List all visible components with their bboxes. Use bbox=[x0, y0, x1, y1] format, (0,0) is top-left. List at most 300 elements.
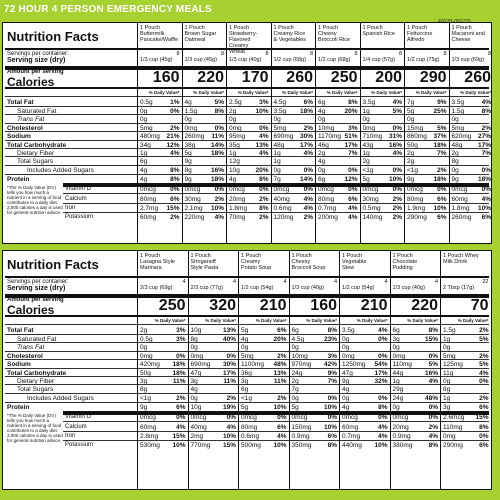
dv-header: % Daily Value* bbox=[460, 90, 491, 95]
amount-value: 0g bbox=[318, 167, 326, 174]
amount-value: 4g bbox=[342, 404, 350, 411]
amount-value: 0g bbox=[140, 116, 148, 123]
vit-label-iron: Iron bbox=[65, 205, 76, 211]
vitamin-percent: 15% bbox=[475, 414, 489, 421]
vitamin-amount: 70mg bbox=[229, 214, 246, 221]
label-column bbox=[3, 251, 137, 489]
percent-value: 2% bbox=[437, 167, 447, 174]
amount-value: 620mg bbox=[451, 133, 472, 140]
serving-size-value: 1/2 cup (75g) bbox=[407, 57, 440, 63]
percent-value: 0% bbox=[392, 125, 402, 132]
percent-value: 3% bbox=[259, 99, 269, 106]
percent-value: 4% bbox=[259, 150, 269, 157]
servings-label: Servings per container: bbox=[7, 279, 69, 285]
calories-value: 290 bbox=[419, 69, 447, 86]
percent-value: 48% bbox=[424, 395, 438, 402]
vitamin-amount: 0.9mg bbox=[291, 433, 310, 440]
vitamin-percent: 0% bbox=[176, 414, 186, 421]
vitamin-percent: 15% bbox=[166, 205, 180, 212]
percent-value: 48% bbox=[273, 361, 287, 368]
row-label-sugars: Total Sugars bbox=[17, 158, 54, 165]
servings-value: 4 bbox=[283, 279, 287, 285]
vitamin-amount: 0.9mg bbox=[392, 433, 411, 440]
vitamin-amount: 0mcg bbox=[362, 186, 379, 193]
vitamin-amount: 440mg bbox=[342, 442, 362, 449]
vitamin-amount: 0mcg bbox=[291, 414, 308, 421]
percent-value: 2% bbox=[277, 395, 287, 402]
servings-value: 8 bbox=[354, 51, 358, 57]
vitamin-percent: 6% bbox=[277, 424, 287, 431]
amount-value: 0mg bbox=[190, 353, 204, 360]
percent-value: 0% bbox=[170, 108, 180, 115]
vitamin-amount: 20mg bbox=[392, 424, 409, 431]
dv-header: % Daily Value* bbox=[282, 90, 313, 95]
amount-value: 4g bbox=[229, 176, 237, 183]
vitamin-amount: 0mcg bbox=[229, 186, 245, 193]
percent-value: 0% bbox=[428, 404, 438, 411]
amount-value: 0g bbox=[273, 167, 281, 174]
vitamin-percent: 0% bbox=[214, 186, 224, 193]
calories-label: Calories bbox=[7, 303, 55, 317]
vitamin-amount: 60mg bbox=[451, 196, 468, 203]
percent-value: 16% bbox=[388, 142, 402, 149]
amount-value: 9g bbox=[342, 378, 350, 385]
servings-value: 22 bbox=[482, 279, 489, 285]
vitamin-percent: 0% bbox=[437, 186, 447, 193]
percent-value: 4% bbox=[259, 133, 269, 140]
row-label-sat_fat: Saturated Fat bbox=[17, 108, 57, 115]
percent-value: 4% bbox=[392, 150, 402, 157]
amount-value: 0g bbox=[407, 116, 415, 123]
percent-value: 5% bbox=[437, 125, 447, 132]
amount-value: 2g bbox=[229, 108, 237, 115]
amount-value: 0mg bbox=[229, 125, 242, 132]
dv-header: % Daily Value* bbox=[415, 90, 447, 95]
amount-value: 5mg bbox=[273, 125, 287, 132]
percent-value: 5% bbox=[214, 99, 224, 106]
percent-value: 0% bbox=[327, 395, 337, 402]
servings-value: 8 bbox=[265, 51, 269, 57]
amount-value: 1g bbox=[229, 150, 237, 157]
amount-value: 2g bbox=[362, 158, 370, 165]
vitamin-percent: 0% bbox=[392, 186, 402, 193]
vitamin-amount: 110mg bbox=[443, 424, 463, 431]
vitamin-percent: 2% bbox=[392, 214, 402, 221]
calories-value: 320 bbox=[209, 297, 236, 314]
amount-value: 1g bbox=[140, 150, 148, 157]
percent-value: 11% bbox=[223, 378, 236, 385]
amount-value: 0g bbox=[184, 116, 192, 123]
amount-value: 0g bbox=[273, 116, 281, 123]
product-column bbox=[360, 23, 405, 243]
vitamin-percent: 4% bbox=[378, 433, 388, 440]
amount-value: 0mg bbox=[392, 353, 406, 360]
vitamin-percent: 15% bbox=[222, 442, 236, 449]
amount-value: 4g bbox=[318, 108, 326, 115]
calories-value: 210 bbox=[360, 297, 388, 314]
vitamin-percent: 4% bbox=[277, 433, 287, 440]
product-column bbox=[404, 23, 449, 243]
amount-value: 5g bbox=[241, 327, 249, 334]
vitamin-amount: 120mg bbox=[273, 214, 294, 221]
percent-value: 7% bbox=[327, 378, 337, 385]
amount-value: 1g bbox=[273, 150, 281, 157]
percent-value: 0% bbox=[176, 353, 186, 360]
vitamin-percent: 0% bbox=[277, 414, 287, 421]
amount-value: 6g bbox=[241, 386, 249, 393]
servings-value: 8 bbox=[309, 51, 313, 57]
vitamin-percent: 10% bbox=[374, 442, 388, 449]
amount-value: 0.5g bbox=[140, 336, 153, 343]
dv-header: % Daily Value* bbox=[457, 318, 489, 323]
percent-value: 27% bbox=[477, 133, 491, 140]
dv-header: % Daily Value* bbox=[205, 318, 236, 323]
percent-value: 0% bbox=[428, 353, 438, 360]
servings-value: 4 bbox=[434, 279, 438, 285]
product-name: 1 Pouch Buttermilk Pancake/Waffle bbox=[140, 25, 179, 43]
vitamin-amount: 200mg bbox=[318, 214, 338, 221]
vitamin-amount: 0.6mg bbox=[241, 433, 260, 440]
percent-value: 16% bbox=[210, 167, 224, 174]
amount-label: Amount per serving bbox=[7, 69, 64, 75]
row-label-protein: Protein bbox=[7, 176, 30, 183]
percent-value: 31% bbox=[388, 133, 402, 140]
servings-value: 4 bbox=[384, 279, 388, 285]
percent-value: 0% bbox=[392, 167, 402, 174]
amount-value: 2g bbox=[318, 150, 326, 157]
amount-value: 0g bbox=[291, 395, 299, 402]
percent-value: 17% bbox=[299, 142, 313, 149]
amount-value: <1g bbox=[362, 167, 374, 174]
vitamin-amount: 0mg bbox=[443, 433, 456, 440]
amount-value: 0mg bbox=[362, 125, 376, 132]
amount-value: 0g bbox=[140, 344, 148, 351]
percent-value: 6% bbox=[303, 99, 313, 106]
amount-value: 2g bbox=[140, 327, 148, 334]
percent-value: 8% bbox=[378, 404, 388, 411]
vitamin-amount: 500mg bbox=[241, 442, 261, 449]
product-name: 1 Pouch Chocolate Pudding bbox=[392, 253, 418, 271]
vitamin-amount: 0mcg bbox=[273, 186, 290, 193]
product-column bbox=[339, 251, 390, 489]
vitamin-percent: 0% bbox=[428, 414, 438, 421]
serving-size-value: 1/2 cup (68g) bbox=[318, 57, 351, 63]
amount-value: 4.5g bbox=[273, 99, 287, 106]
vitamin-percent: 6% bbox=[481, 214, 491, 221]
amount-value: 0g bbox=[342, 344, 350, 351]
calories-value: 170 bbox=[241, 69, 269, 86]
vitamin-percent: 0% bbox=[481, 186, 491, 193]
percent-value: 4% bbox=[378, 327, 388, 334]
vitamin-percent: 4% bbox=[303, 205, 313, 212]
vitamin-amount: 0mcg bbox=[190, 414, 207, 421]
amount-value: 260mg bbox=[184, 133, 205, 140]
amount-value: 3g bbox=[241, 378, 249, 385]
amount-value: 10g bbox=[229, 167, 240, 174]
percent-value: 6% bbox=[479, 404, 489, 411]
percent-value: 54% bbox=[374, 361, 388, 368]
vitamin-percent: 10% bbox=[477, 205, 491, 212]
amount-value: 0g bbox=[443, 378, 451, 385]
row-label-cholesterol: Cholesterol bbox=[7, 353, 43, 360]
serving-size-value: 1/3 cup (69g) bbox=[451, 57, 484, 63]
serving-size-value: 1/3 cup (45g) bbox=[140, 57, 173, 63]
vitamin-amount: 140mg bbox=[362, 214, 383, 221]
vitamin-amount: 2.1mg bbox=[184, 205, 203, 212]
percent-value: 6% bbox=[176, 404, 186, 411]
amount-value: 48g bbox=[273, 142, 285, 149]
percent-value: 7% bbox=[437, 150, 447, 157]
vitamin-amount: 0mcg bbox=[392, 414, 409, 421]
vitamin-percent: 6% bbox=[437, 196, 447, 203]
vitamin-amount: 0mcg bbox=[342, 414, 358, 421]
product-column bbox=[137, 23, 182, 243]
percent-value: 10% bbox=[388, 176, 402, 183]
vitamin-amount: 220mg bbox=[184, 214, 205, 221]
product-name: 1 Pouch Brown Sugar Oatmeal bbox=[184, 25, 217, 43]
vitamin-amount: 60mg bbox=[140, 214, 157, 221]
amount-value: 4.5g bbox=[291, 336, 305, 343]
percent-value: 17% bbox=[344, 142, 358, 149]
amount-value: 0mg bbox=[184, 125, 198, 132]
percent-value: 16% bbox=[424, 370, 438, 377]
product-column bbox=[188, 251, 239, 489]
servings-value: 4 bbox=[182, 279, 186, 285]
percent-value: 13% bbox=[273, 370, 287, 377]
product-column bbox=[226, 23, 271, 243]
amount-value: 0g bbox=[140, 108, 148, 115]
amount-value: 6g bbox=[318, 99, 326, 106]
product-column bbox=[238, 251, 289, 489]
amount-value: 0g bbox=[451, 167, 459, 174]
amount-value: 6g bbox=[291, 327, 299, 334]
calories-value: 200 bbox=[375, 69, 402, 86]
percent-value: 18% bbox=[477, 176, 491, 183]
product-name: 1 Pouch Creamy Rice & Vegetables bbox=[273, 25, 306, 43]
percent-value: 0% bbox=[378, 336, 388, 343]
serving-size-value: 1/3 cup (40g) bbox=[392, 285, 425, 291]
dv-header: % Daily Value* bbox=[148, 90, 180, 95]
amount-value: 34g bbox=[140, 142, 151, 149]
percent-value: 4% bbox=[392, 99, 402, 106]
row-label-carb: Total Carbohydrate bbox=[7, 142, 67, 149]
amount-value: 9g bbox=[407, 176, 415, 183]
amount-value: 0g bbox=[241, 344, 249, 351]
amount-value: 8g bbox=[443, 386, 451, 393]
vitamin-percent: 0% bbox=[378, 414, 388, 421]
amount-value: 9g bbox=[140, 404, 148, 411]
vitamin-amount: 2.7mg bbox=[140, 205, 159, 212]
vitamin-percent: 8% bbox=[479, 424, 489, 431]
vitamin-percent: 4% bbox=[481, 196, 491, 203]
amount-value: 5g bbox=[241, 404, 249, 411]
amount-value: 43g bbox=[362, 142, 374, 149]
vitamin-percent: 2% bbox=[428, 424, 438, 431]
amount-value: 0mg bbox=[342, 353, 355, 360]
amount-value: 7g bbox=[291, 386, 299, 393]
amount-value: 2g bbox=[407, 158, 415, 165]
row-label-sat_fat: Saturated Fat bbox=[17, 336, 57, 343]
percent-value: 7% bbox=[348, 150, 358, 157]
servings-value: 4 bbox=[232, 279, 236, 285]
vitamin-amount: 2mg bbox=[190, 433, 204, 440]
amount-value: 3.5g bbox=[362, 99, 376, 106]
percent-value: 11% bbox=[172, 378, 186, 385]
amount-value: 3g bbox=[443, 404, 451, 411]
amount-value: 0g bbox=[451, 116, 459, 123]
vitamin-percent: 4% bbox=[428, 433, 438, 440]
amount-value: 5g bbox=[291, 404, 299, 411]
vitamin-percent: 2% bbox=[259, 214, 269, 221]
percent-value: 2% bbox=[479, 353, 489, 360]
vitamin-percent: 8% bbox=[259, 205, 269, 212]
amount-value: 4g bbox=[184, 99, 192, 106]
vitamin-percent: 6% bbox=[348, 196, 358, 203]
serving-size-value: 1/2 cup (68g) bbox=[273, 57, 306, 63]
amount-value: <1g bbox=[241, 395, 253, 402]
vitamin-amount: 260mg bbox=[451, 214, 472, 221]
percent-value: 8% bbox=[214, 108, 224, 115]
amount-label: Amount per serving bbox=[7, 297, 64, 303]
dv-header: % Daily Value* bbox=[154, 318, 186, 323]
calories-value: 260 bbox=[286, 69, 313, 86]
percent-value: 14% bbox=[210, 142, 224, 149]
amount-value: 1170mg bbox=[318, 133, 342, 140]
vitamin-amount: 770mg bbox=[190, 442, 211, 449]
vitamin-percent: 8% bbox=[327, 442, 337, 449]
amount-value: 4g bbox=[342, 386, 350, 393]
vit-label-vitd: Vitamin D bbox=[65, 414, 91, 420]
dv-header: % Daily Value* bbox=[326, 90, 358, 95]
percent-value: 18% bbox=[299, 108, 313, 115]
amount-value: 2g bbox=[451, 150, 459, 157]
amount-value: 690mg bbox=[273, 133, 294, 140]
amount-value: 50g bbox=[407, 142, 418, 149]
percent-value: 32% bbox=[374, 378, 388, 385]
amount-value: 0g bbox=[229, 116, 237, 123]
amount-value: 1g bbox=[273, 158, 281, 165]
amount-value: 10g bbox=[190, 404, 202, 411]
servings-value: 4 bbox=[333, 279, 337, 285]
vitamin-amount: 0.6mg bbox=[273, 205, 292, 212]
vitamin-percent: 10% bbox=[172, 442, 186, 449]
vitamin-percent: 2% bbox=[214, 196, 224, 203]
serving-size-value: 1/3 cup (40g) bbox=[291, 285, 324, 291]
amount-value: 1.5g bbox=[184, 108, 198, 115]
amount-value: 9g bbox=[184, 176, 192, 183]
nutrition-facts-heading: Nutrition Facts bbox=[7, 257, 99, 272]
serving-size-value: 1/3 cup (40g) bbox=[229, 57, 262, 63]
vitamin-percent: 0% bbox=[327, 414, 337, 421]
percent-value: 20% bbox=[273, 336, 287, 343]
amount-value: 4g bbox=[190, 386, 198, 393]
vitamin-amount: 0.5mg bbox=[362, 205, 381, 212]
amount-value: 47g bbox=[190, 370, 202, 377]
percent-value: 4% bbox=[479, 370, 489, 377]
percent-value: 13% bbox=[255, 142, 269, 149]
row-label-sodium: Sodium bbox=[7, 361, 31, 368]
amount-value: 0g bbox=[392, 344, 400, 351]
row-label-total_fat: Total Fat bbox=[7, 327, 34, 334]
amount-value: 5g bbox=[184, 150, 192, 157]
vitamin-amount: 0.7mg bbox=[342, 433, 361, 440]
dv-header: % Daily Value* bbox=[193, 90, 224, 95]
amount-value: 9g bbox=[184, 158, 192, 165]
row-label-total_fat: Total Fat bbox=[7, 99, 34, 106]
percent-value: 18% bbox=[172, 370, 186, 377]
vitamin-percent: 2% bbox=[392, 205, 402, 212]
servings-value: 8 bbox=[398, 51, 402, 57]
percent-value: 30% bbox=[299, 133, 313, 140]
amount-value: 5mg bbox=[443, 353, 456, 360]
serving-size-value: 1/2 cup (54g) bbox=[241, 285, 274, 291]
percent-value: 8% bbox=[348, 99, 358, 106]
amount-value: 8g bbox=[140, 386, 148, 393]
vit-label-potassium: Potassium bbox=[65, 442, 94, 448]
percent-value: 0% bbox=[479, 378, 489, 385]
dv-header: % Daily Value* bbox=[356, 318, 388, 323]
percent-value: 0% bbox=[378, 353, 388, 360]
percent-value: 5% bbox=[392, 108, 402, 115]
percent-value: 13% bbox=[222, 327, 236, 334]
vitamin-percent: 0% bbox=[259, 186, 269, 193]
row-label-trans_fat: Trans Fat bbox=[17, 344, 45, 351]
product-name: 1 Pouch Cheesy Broccoli Rice bbox=[318, 25, 351, 43]
amount-value: 0.5g bbox=[140, 99, 153, 106]
vitamin-amount: 30mg bbox=[362, 196, 379, 203]
percent-value: 17% bbox=[222, 370, 236, 377]
calories-value: 70 bbox=[470, 297, 489, 314]
vitamin-amount: 40mg bbox=[190, 424, 207, 431]
percent-value: 4% bbox=[481, 99, 491, 106]
amount-value: 44g bbox=[392, 370, 404, 377]
row-label-added: Includes Added Sugars bbox=[27, 167, 94, 174]
amount-value: 125mg bbox=[443, 361, 463, 368]
amount-value: 480mg bbox=[140, 133, 160, 140]
amount-value: 5mg bbox=[451, 125, 465, 132]
vitamin-percent: 2% bbox=[170, 214, 180, 221]
amount-value: 15mg bbox=[407, 125, 424, 132]
percent-value: 1% bbox=[170, 99, 180, 106]
percent-value: 8% bbox=[428, 327, 438, 334]
percent-value: 0% bbox=[303, 167, 313, 174]
percent-value: 19% bbox=[222, 404, 236, 411]
percent-value: 5% bbox=[479, 361, 489, 368]
percent-value: 18% bbox=[172, 361, 186, 368]
vitamin-amount: 350mg bbox=[291, 442, 312, 449]
vitamin-percent: 2% bbox=[259, 196, 269, 203]
calories-value: 250 bbox=[158, 297, 186, 314]
amount-value: 8g bbox=[451, 158, 459, 165]
product-column bbox=[289, 251, 340, 489]
percent-value: 8% bbox=[327, 327, 337, 334]
vitamin-amount: 1.9mg bbox=[407, 205, 426, 212]
amount-value: 690mg bbox=[190, 361, 211, 368]
percent-value: 4% bbox=[170, 150, 180, 157]
percent-value: 18% bbox=[433, 176, 447, 183]
amount-value: 7g bbox=[407, 99, 415, 106]
amount-value: 710mg bbox=[362, 133, 383, 140]
percent-value: 14% bbox=[299, 176, 313, 183]
vitamin-amount: 60mg bbox=[140, 424, 157, 431]
amount-value: 3g bbox=[190, 378, 198, 385]
percent-value: 0% bbox=[259, 125, 269, 132]
amount-value: 1g bbox=[362, 150, 370, 157]
percent-value: 15% bbox=[424, 336, 438, 343]
vitamin-amount: 150mg bbox=[291, 424, 312, 431]
percent-value: 10% bbox=[273, 404, 287, 411]
amount-value: 35g bbox=[229, 142, 240, 149]
